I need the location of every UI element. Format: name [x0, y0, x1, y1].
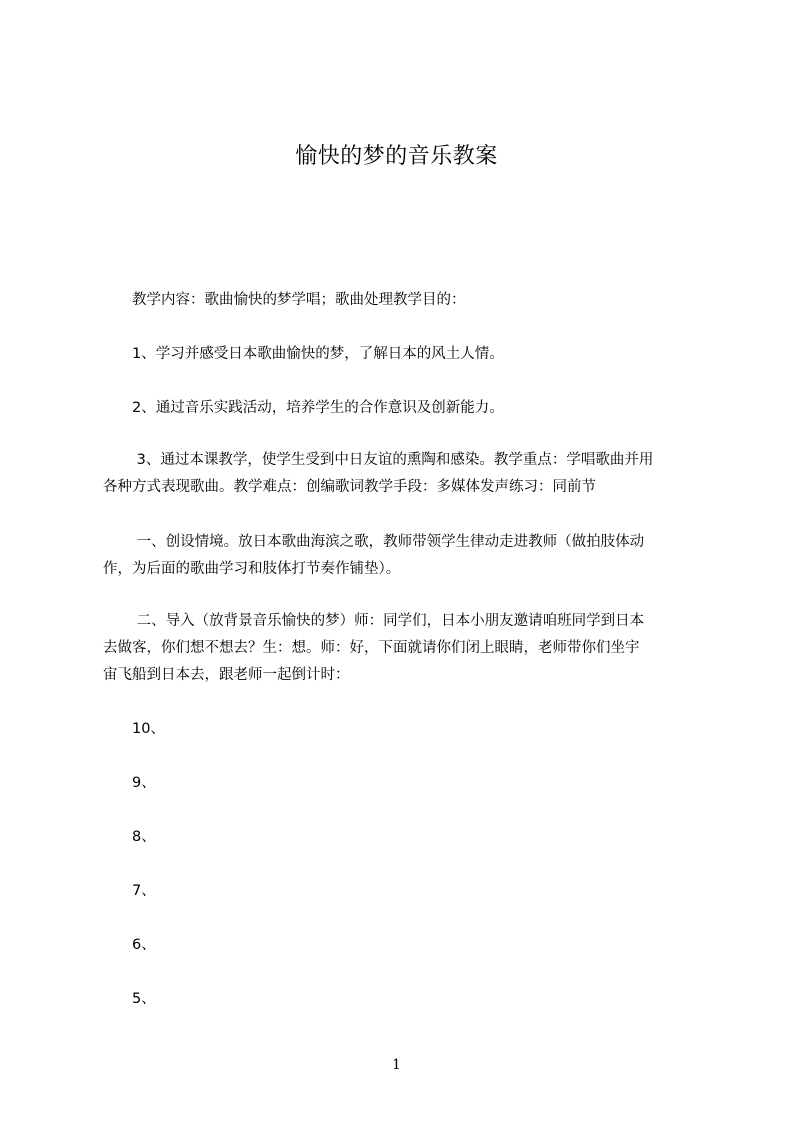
paragraph-line: 2、通过音乐实践活动，培养学生的合作意识及创新能力。 — [103, 400, 504, 416]
paragraph-objective-2 — [103, 395, 715, 422]
paragraph-line: 7、 — [103, 883, 156, 899]
paragraph-step-2 — [103, 608, 715, 689]
paragraph-line: 二、导入（放背景音乐愉快的梦）师：同学们，日本小朋友邀请咱班同学到日本 — [103, 613, 645, 629]
paragraph-line: 8、 — [103, 829, 156, 845]
paragraph-objective-3 — [103, 447, 715, 501]
page-number: 1 — [392, 1057, 401, 1073]
paragraph-line: 10、 — [103, 721, 165, 737]
paragraph-line: 3、通过本课教学，使学生受到中日友谊的熏陶和感染。教学重点：学唱歌曲并用 — [103, 452, 654, 468]
paragraph-line: 宙飞船到日本去，跟老师一起倒计时： — [103, 667, 350, 683]
paragraph-line: 9、 — [103, 775, 156, 791]
paragraph-line: 教学内容：歌曲愉快的梦学唱；歌曲处理教学目的： — [103, 292, 466, 308]
paragraph-line: 6、 — [103, 937, 156, 953]
paragraph-line: 一、创设情境。放日本歌曲海滨之歌，教师带领学生律动走进教师（做拍肢体动 — [103, 534, 645, 550]
countdown-item — [103, 932, 715, 959]
countdown-item — [103, 770, 715, 797]
countdown-item — [103, 716, 715, 743]
paragraph-line: 各种方式表现歌曲。教学难点：创编歌词教学手段：多媒体发声练习：同前节 — [103, 479, 596, 495]
paragraph-line: 1、学习并感受日本歌曲愉快的梦，了解日本的风土人情。 — [103, 346, 504, 362]
paragraph-line: 去做客，你们想不想去？生：想。师：好，下面就请你们闭上眼睛，老师带你们坐宇 — [103, 640, 640, 656]
paragraph-objective-1 — [103, 341, 715, 368]
paragraph-line: 5、 — [103, 991, 156, 1007]
document-title: 愉快的梦的音乐教案 — [295, 144, 498, 169]
countdown-item — [103, 986, 715, 1013]
paragraph-teaching-content — [103, 287, 715, 314]
countdown-item — [103, 878, 715, 905]
countdown-item — [103, 824, 715, 851]
paragraph-step-1 — [103, 529, 715, 583]
paragraph-line: 作，为后面的歌曲学习和肢体打节奏作铺垫）。 — [103, 561, 401, 577]
